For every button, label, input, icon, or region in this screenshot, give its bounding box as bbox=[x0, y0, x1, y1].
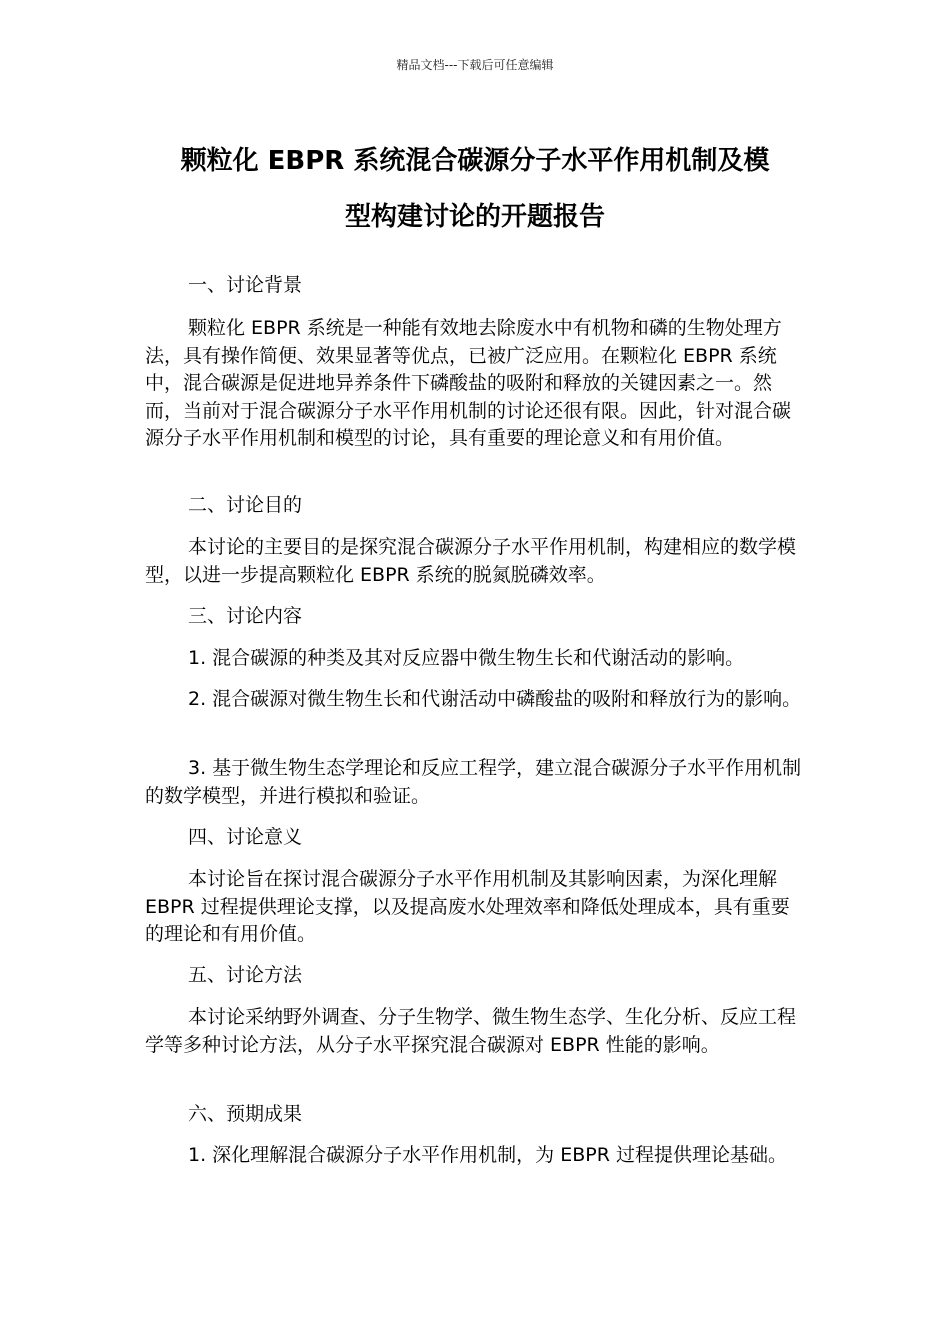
section-heading-purpose: 二、讨论目的 bbox=[188, 494, 303, 516]
section-heading-content: 三、讨论内容 bbox=[188, 605, 303, 627]
content-item-1: 1. 混合碳源的种类及其对反应器中微生物生长和代谢活动的影响。 bbox=[188, 647, 745, 669]
paragraph-background: 颗粒化 EBPR 系统是一种能有效地去除废水中有机物和磷的生物处理方法，具有操作简便、效果显著等优点，已被广泛应用。在颗粒化 EBPR 系统中，混合碳源是促进地异养条件下磷酸盐的吸附和释放的关键因素之一。然而，当前对于混合碳源分子水平作用机制的讨论还很有限。因此，针对混合碳源分子水平作用机制和模型的讨论，具有重要的理论意义和有用价值。 bbox=[145, 317, 792, 449]
page-header: 精品文档---下载后可任意编辑 bbox=[396, 58, 554, 72]
paragraph-significance: 本讨论旨在探讨混合碳源分子水平作用机制及其影响因素，为深化理解 EBPR 过程提供理论支撑，以及提高废水处理效率和降低处理成本，具有重要的理论和有用价值。 bbox=[145, 868, 790, 945]
paragraph-method: 本讨论采纳野外调查、分子生物学、微生物生态学、生化分析、反应工程学等多种讨论方法，从分子水平探究混合碳源对 EBPR 性能的影响。 bbox=[145, 1006, 797, 1056]
title-line-2: 型构建讨论的开题报告 bbox=[344, 202, 605, 232]
content-item-3: 3. 基于微生物生态学理论和反应工程学，建立混合碳源分子水平作用机制的数学模型，并进行模拟和验证。 bbox=[145, 757, 802, 807]
section-heading-background: 一、讨论背景 bbox=[188, 274, 303, 296]
section-heading-outcomes: 六、预期成果 bbox=[188, 1103, 303, 1125]
section-heading-method: 五、讨论方法 bbox=[188, 964, 303, 986]
outcome-item-1: 1. 深化理解混合碳源分子水平作用机制，为 EBPR 过程提供理论基础。 bbox=[188, 1144, 787, 1166]
section-heading-significance: 四、讨论意义 bbox=[188, 826, 303, 848]
content-item-2: 2. 混合碳源对微生物生长和代谢活动中磷酸盐的吸附和释放行为的影响。 bbox=[188, 688, 802, 710]
document-title bbox=[130, 133, 820, 245]
paragraph-purpose: 本讨论的主要目的是探究混合碳源分子水平作用机制，构建相应的数学模型，以进一步提高颗粒化 EBPR 系统的脱氮脱磷效率。 bbox=[145, 536, 797, 586]
title-line-1: 颗粒化 EBPR 系统混合碳源分子水平作用机制及模 bbox=[180, 146, 770, 176]
